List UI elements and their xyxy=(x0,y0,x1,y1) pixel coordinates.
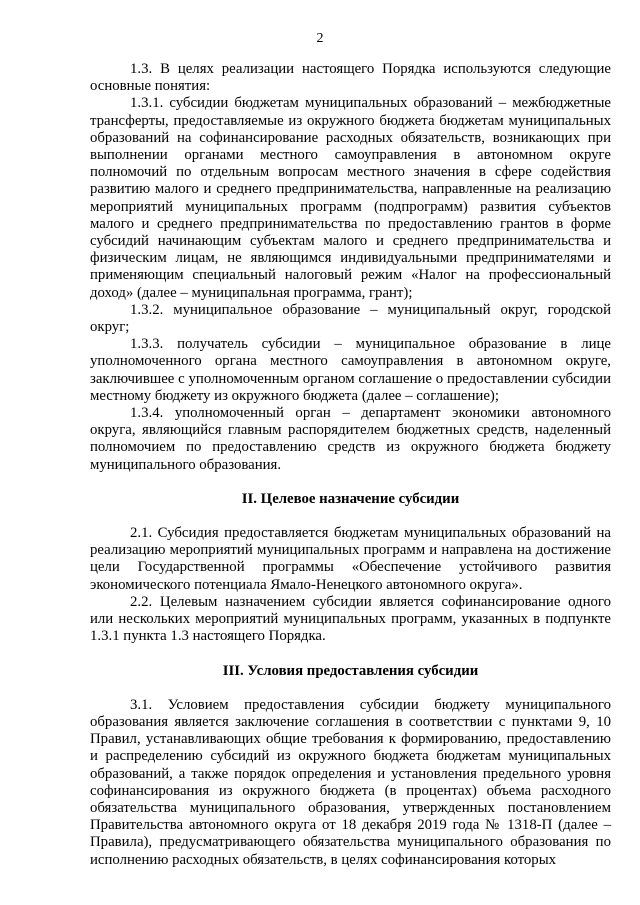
paragraph-1-3-3: 1.3.3. получатель субсидии – муниципальное образование в лице уполномоченного органа местного самоуправления в автономном округе, заключившее с уполномоченным органом соглашение о предоставлении субсидии местному бюджету из окружного бюджета (далее – соглашение); xyxy=(90,336,611,404)
document-body xyxy=(90,61,611,869)
paragraph-2-2: 2.2. Целевым назначением субсидии является софинансирование одного или нескольких мероприятий муниципальных программ, указанных в подпункте 1.3.1 пункта 1.3 настоящего Порядка. xyxy=(90,593,611,645)
paragraph-1-3-1: 1.3.1. субсидии бюджетам муниципальных образований – межбюджетные трансферты, предоставляемые из окружного бюджета бюджетам муниципальных образований на софинансирование расходных обязательств, возникающих при выполнении органами местного самоуправления в автономном округе полномочий по отдельным вопросам местного значения в сфере содействия развитию малого и среднего предпринимательства, направленные на реализацию мероприятий муниципальных программ (подпрограмм) развития субъектов малого и среднего предпринимательства по предоставлению грантов в форме субсидий начинающим субъектам малого и среднего предпринимательства и физическим лицам, не являющимся индивидуальными предпринимателями и применяющим специальный налоговый режим «Налог на профессиональный доход» (далее – муниципальная программа, грант); xyxy=(90,95,611,301)
paragraph-2-1: 2.1. Субсидия предоставляется бюджетам муниципальных образований на реализацию мероприятий муниципальных программ и направлена на достижение цели Государственной программы «Обеспечение устойчивого развития экономического потенциала Ямало-Ненецкого автономного округа». xyxy=(90,525,611,593)
page-number: 2 xyxy=(316,31,324,46)
paragraph-1-3-4: 1.3.4. уполномоченный орган – департамент экономики автономного округа, являющийся главным распорядителем бюджетных средств, наделенный полномочием по предоставлению средств из окружного бюджета бюджету муниципального образования. xyxy=(90,405,611,473)
section-2-heading: II. Целевое назначение субсидии xyxy=(241,490,460,507)
paragraph-1-3: 1.3. В целях реализации настоящего Порядка используются следующие основные понятия: xyxy=(90,61,611,95)
section-3-heading: III. Условия предоставления субсидии xyxy=(222,662,479,679)
paragraph-3-1: 3.1. Условием предоставления субсидии бюджету муниципального образования является заключение соглашения в соответствии с пунктами 9, 10 Правил, устанавливающих общие требования к формированию, предоставлению и распределению субсидий из окружного бюджета бюджетам муниципальных образований, а также порядок определения и установления предельного уровня софинансирования из окружного бюджета (в процентах) объема расходного обязательства муниципального образования, утвержденных постановлением Правительства автономного округа от 18 декабря 2019 года № 1318-П (далее – Правила), предусматривающего обязательства муниципального образования по исполнению расходных обязательств, в целях софинансирования которых xyxy=(90,696,611,868)
paragraph-1-3-2: 1.3.2. муниципальное образование – муниципальный округ, городской округ; xyxy=(90,301,611,336)
